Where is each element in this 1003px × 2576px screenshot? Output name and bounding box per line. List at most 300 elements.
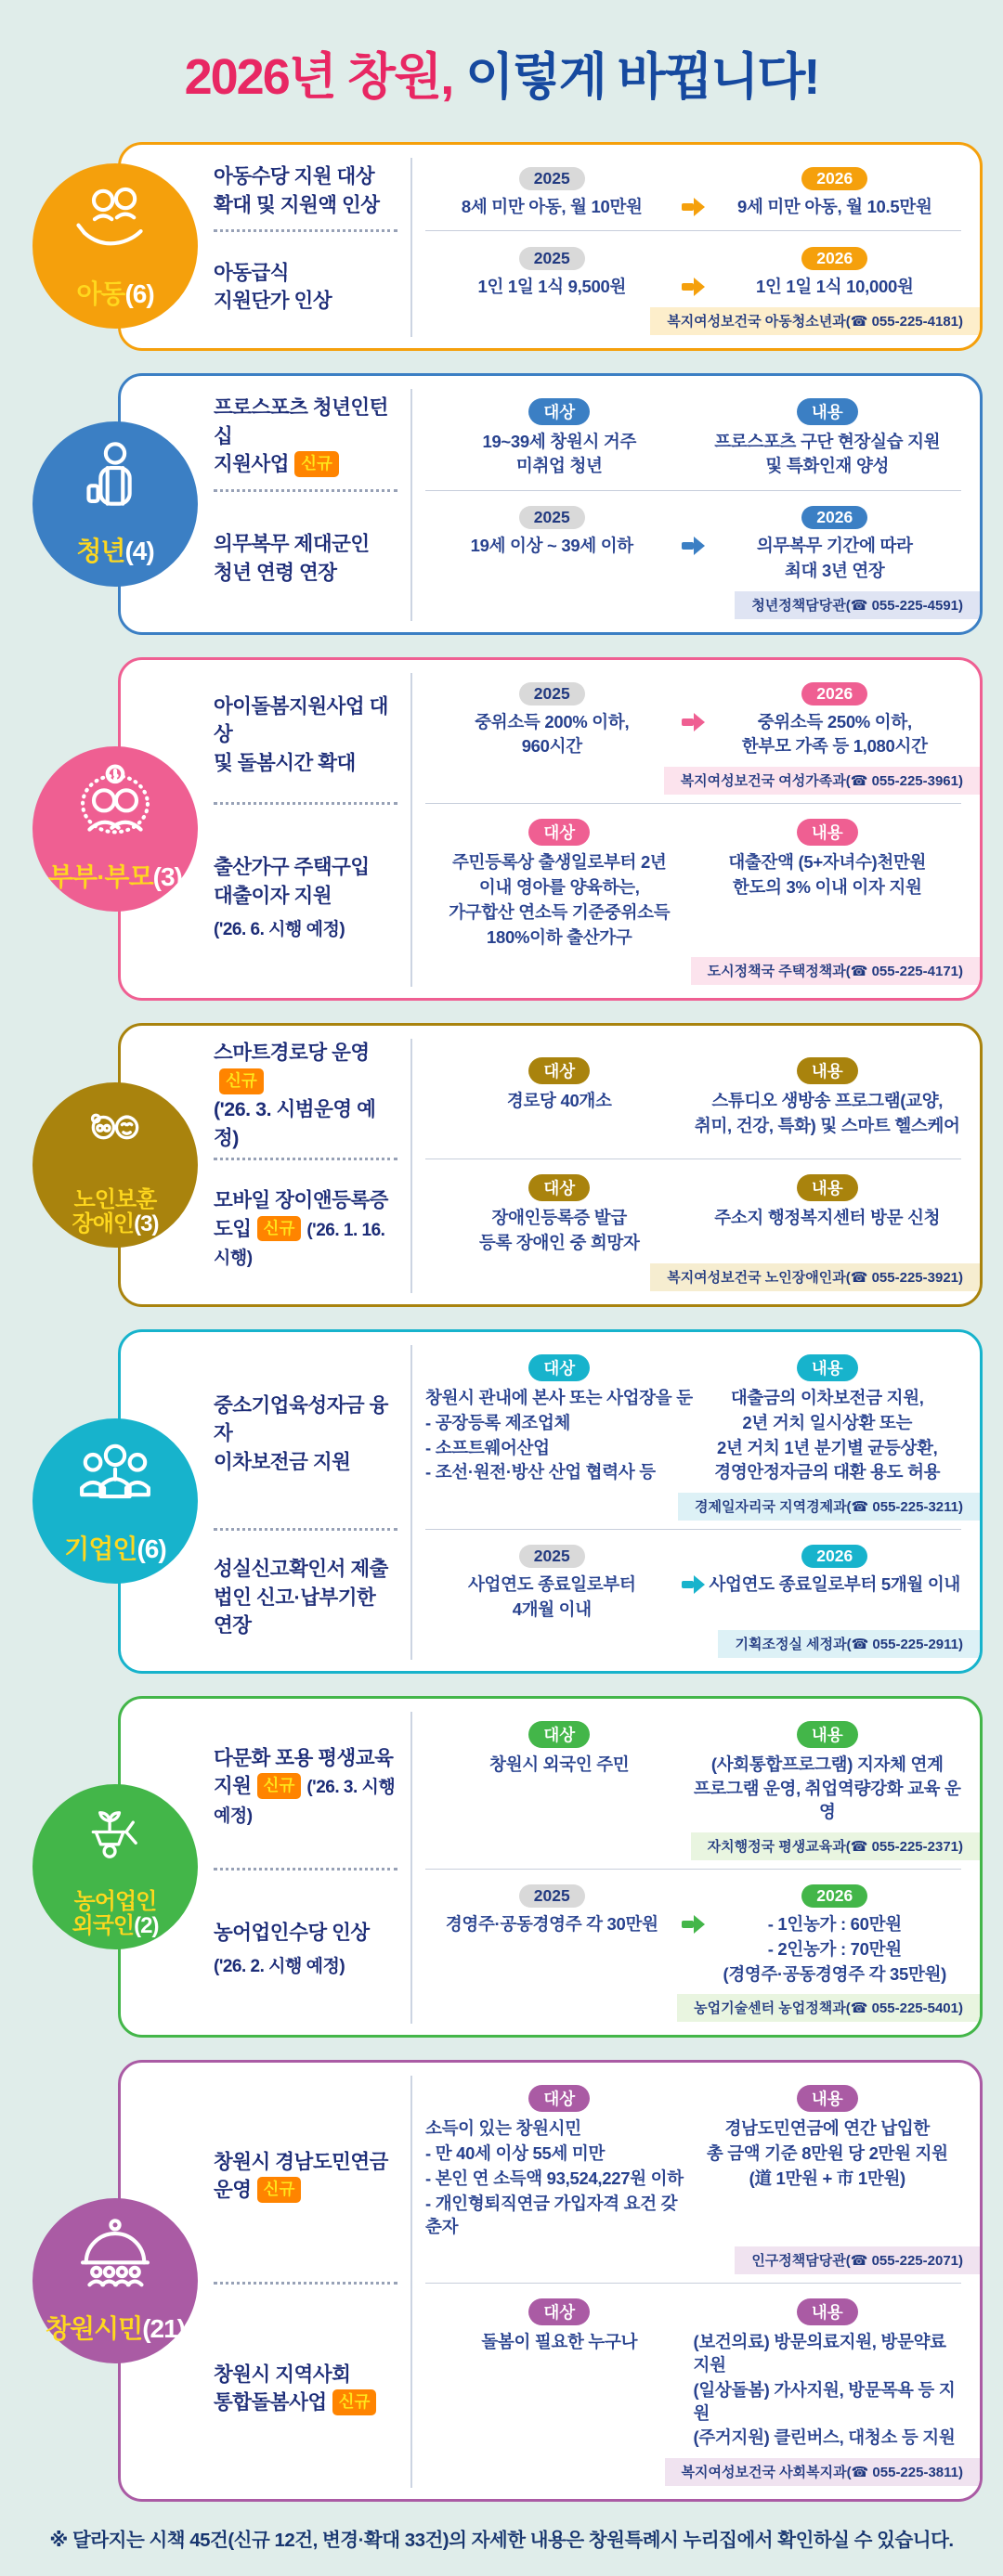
detail-cell-right — [694, 2298, 962, 2450]
policy-title-text: ('26. 6. 시행 예정) — [214, 920, 345, 940]
detail-line: 경영안정자금의 대환 용도 허용 — [714, 1462, 941, 1482]
detail-line: 소득이 있는 창원시민 — [425, 2118, 581, 2139]
detail-cell-left — [425, 1057, 694, 1113]
policy-title-column — [214, 2289, 410, 2488]
policy-title-line — [214, 162, 397, 191]
policy-title — [214, 2148, 397, 2205]
row-separator — [214, 1522, 965, 1535]
new-badge: 신규 — [257, 1216, 302, 1242]
category-name: 부부·부모 — [48, 861, 153, 891]
section-business — [64, 1329, 983, 1674]
department-contact: 복지여성보건국 아동청소년과(☎ 055-225-4181) — [650, 307, 980, 335]
dotted-divider — [214, 802, 397, 805]
section-card — [118, 1696, 983, 2039]
policy-title-line — [214, 450, 397, 479]
section-card — [118, 142, 983, 351]
policy-title-line — [214, 1772, 397, 1830]
farm-wheelbarrow-icon — [81, 1799, 150, 1868]
policy-title-text: 지원 — [214, 1775, 252, 1798]
policy-detail-column — [410, 809, 965, 987]
policy-title-column — [214, 1875, 410, 2024]
dotted-divider — [214, 489, 397, 492]
detail-line: 경로당 40개소 — [506, 1091, 612, 1111]
elderly-couple-icon — [81, 1097, 150, 1166]
detail-cell-left — [425, 506, 679, 558]
row-separator — [214, 1862, 965, 1875]
detail-cells — [412, 811, 965, 952]
detail-line: 및 특화인재 양성 — [765, 456, 890, 476]
detail-line: - 2인농가 : 70만원 — [767, 1938, 902, 1959]
policy-title-line — [214, 2388, 397, 2417]
policy-title — [214, 853, 397, 943]
row-separator — [214, 1152, 965, 1165]
policy-title-column — [214, 1345, 410, 1522]
category-label-line — [33, 1890, 198, 1914]
pill-2025: 2025 — [519, 506, 585, 529]
arrow-right-icon — [679, 713, 709, 731]
policy-title-text: 농어업인수당 인상 — [214, 1921, 370, 1944]
department-contact: 복지여성보건국 여성가족과(☎ 055-225-3961) — [664, 767, 980, 795]
footer-note: ※ 달라지는 시책 45건(신규 12건, 변경·확대 33건)의 자세한 내용은 창원특례시 누리집에서 확인하실 수 있습니다. — [49, 2530, 954, 2552]
section-youth — [76, 373, 983, 635]
category-count: (3) — [152, 861, 182, 891]
policy-title-line — [214, 1919, 397, 1948]
category-badge — [33, 2198, 198, 2363]
divider-wrap — [410, 484, 965, 497]
category-label-line — [33, 280, 198, 308]
pill-target: 대상 — [528, 1057, 590, 1084]
detail-cell-left — [425, 247, 679, 299]
detail-line: 한도의 3% 이내 이자 지원 — [732, 877, 922, 898]
policy-title-column — [214, 673, 410, 797]
page-title — [0, 37, 1003, 109]
new-badge: 신규 — [257, 1773, 302, 1799]
row-separator — [214, 2276, 965, 2289]
policy-detail-column — [410, 2076, 965, 2276]
category-label-line — [33, 1535, 198, 1563]
dotted-divider — [214, 229, 397, 232]
pill-2025: 2025 — [519, 1884, 585, 1908]
policy-title-text: ('26. 2. 시행 예정) — [214, 1957, 345, 1977]
detail-line: - 개인형퇴직연금 가입자격 요건 갖춘자 — [425, 2193, 678, 2236]
category-label — [33, 1188, 198, 1236]
detail-line: (보건의료) 방문의료지원, 방문약료지원 — [693, 2332, 946, 2375]
solid-divider — [425, 490, 961, 491]
policy-row — [214, 809, 965, 987]
policy-title-text: 아동급식 — [214, 261, 290, 284]
policy-title-line — [214, 918, 397, 943]
citizens-community-icon — [72, 2213, 158, 2298]
policy-title-line — [214, 1095, 397, 1152]
pill-2025: 2025 — [519, 682, 585, 705]
solid-divider — [425, 2283, 961, 2284]
policy-detail-column — [410, 1039, 965, 1152]
policy-detail-column — [410, 1165, 965, 1293]
section-farmers-foreigners — [72, 1696, 983, 2039]
new-badge: 신규 — [294, 451, 339, 477]
category-label-line — [33, 1188, 198, 1212]
policy-title-text: 다문화 포용 평생교육 — [214, 1746, 394, 1769]
category-count: (6) — [124, 279, 154, 309]
detail-cell-left — [425, 1174, 694, 1255]
policy-title — [214, 1039, 397, 1152]
policy-title-note: ('26. 1. 16. 시행) — [214, 1220, 385, 1269]
department-contact: 인구정책담당관(☎ 055-225-2071) — [735, 2246, 980, 2274]
policy-title-text: 스마트경로당 운영 — [214, 1042, 370, 1065]
pill-2025: 2025 — [519, 1545, 585, 1568]
category-badge — [33, 163, 198, 329]
arrow-right-icon — [679, 1915, 709, 1934]
policy-title-text: 창원시 지역사회 — [214, 2362, 351, 2386]
policy-detail-column — [410, 497, 965, 621]
category-label — [33, 863, 198, 891]
row-separator — [214, 796, 965, 809]
detail-cells — [412, 239, 965, 303]
category-count: (21) — [142, 2314, 185, 2344]
dotted-divider — [214, 2282, 397, 2285]
department-contact: 복지여성보건국 노인장애인과(☎ 055-225-3921) — [650, 1263, 980, 1291]
detail-line: 사업연도 종료일로부터 5개월 이내 — [709, 1574, 960, 1595]
section-card — [118, 373, 983, 635]
detail-cell-right — [694, 1721, 962, 1824]
detail-cells — [412, 160, 965, 223]
detail-cell-right — [694, 1057, 962, 1138]
department-contact: 청년정책담당관(☎ 055-225-4591) — [735, 591, 980, 619]
detail-line: 취미, 건강, 특화) 및 스마트 헬스케어 — [694, 1115, 960, 1135]
policy-title-text: 중소기업육성자금 융자 — [214, 1393, 388, 1445]
pill-2026: 2026 — [801, 167, 867, 190]
parents-couple-icon — [72, 761, 158, 847]
department-contact: 농업기술센터 농업정책과(☎ 055-225-5401) — [677, 1994, 980, 2022]
business-people-icon — [72, 1433, 158, 1519]
policy-title-text: 이차보전금 지원 — [214, 1450, 351, 1473]
divider-wrap — [410, 225, 965, 238]
policy-title-column — [214, 1712, 410, 1862]
detail-cells — [412, 1167, 965, 1259]
category-count: (2) — [134, 1913, 159, 1939]
policy-detail-column — [410, 2289, 965, 2488]
policy-title-column — [214, 238, 410, 337]
detail-line: 프로그램 운영, 취업역량강화 교육 운영 — [693, 1779, 961, 1822]
category-label-line — [33, 1212, 198, 1236]
pill-content: 내용 — [797, 2298, 858, 2325]
dotted-divider — [214, 1528, 397, 1531]
policy-title-line — [214, 853, 397, 882]
detail-cell-right — [694, 398, 962, 479]
category-name: 청년 — [76, 537, 125, 566]
arrow-right-icon — [679, 1575, 709, 1594]
divider-wrap — [410, 796, 965, 809]
detail-line: 가구합산 연소득 기준중위소득 — [449, 901, 671, 922]
policy-title — [214, 1392, 397, 1477]
policy-title — [214, 394, 397, 479]
pill-2025: 2025 — [519, 247, 585, 270]
detail-line: 총 금액 기준 8만원 당 2만원 지원 — [706, 2143, 948, 2164]
policy-row — [214, 1345, 965, 1522]
policy-title-text: 확대 및 지원액 인상 — [214, 193, 380, 216]
department-contact: 기획조정실 세정과(☎ 055-225-2911) — [718, 1630, 980, 1658]
policy-title-text: 지원단가 인상 — [214, 290, 332, 313]
detail-cell-left — [425, 1884, 679, 1936]
policy-row — [214, 1535, 965, 1660]
policy-row — [214, 389, 965, 485]
category-name: 창원시민 — [46, 2314, 143, 2344]
detail-line: 중위소득 200% 이하, — [475, 711, 630, 731]
policy-title-text: 청년 연령 연장 — [214, 561, 337, 584]
pill-content: 내용 — [797, 1721, 858, 1748]
title-part-pink: 2026년 창원, — [184, 49, 453, 105]
policy-title-column — [214, 389, 410, 485]
policy-row — [214, 497, 965, 621]
section-seniors-disabled — [72, 1023, 983, 1307]
detail-line: 돌봄이 필요한 누구나 — [481, 2332, 638, 2352]
policy-title-line — [214, 1448, 397, 1477]
detail-line: - 만 40세 이상 55세 미만 — [425, 2143, 606, 2164]
detail-cells — [412, 2078, 965, 2242]
pill-content: 내용 — [797, 1057, 858, 1084]
policy-title-text: 지원사업 — [214, 453, 290, 476]
detail-cell-right — [709, 167, 962, 219]
detail-cell-left — [425, 1545, 679, 1622]
policy-title-text: 운영 — [214, 2179, 252, 2202]
section-card — [118, 657, 983, 1002]
policy-row — [214, 238, 965, 337]
policy-title-line — [214, 1392, 397, 1448]
detail-line: 창원시 관내에 본사 또는 사업장을 둔 — [425, 1388, 693, 1407]
policy-detail-column — [410, 673, 965, 797]
detail-line: 미취업 청년 — [515, 456, 603, 476]
solid-divider — [425, 1869, 961, 1870]
new-badge: 신규 — [332, 2389, 377, 2415]
policy-title-text: 법인 신고·납부기한 연장 — [214, 1586, 376, 1638]
policy-title-line — [214, 1955, 397, 1980]
policy-title-line — [214, 1555, 397, 1584]
policy-title-line — [214, 191, 397, 220]
row-separator — [214, 225, 965, 238]
detail-line: 8세 미만 아동, 월 10만원 — [461, 197, 643, 216]
category-count: (3) — [134, 1211, 159, 1237]
new-badge: 신규 — [257, 2177, 302, 2203]
detail-line: 의무복무 기간에 따라 — [756, 536, 913, 556]
category-count: (6) — [137, 1534, 166, 1564]
pill-2026: 2026 — [801, 1545, 867, 1568]
policy-detail-column — [410, 1712, 965, 1862]
policy-title — [214, 1919, 397, 1980]
department-contact: 경제일자리국 지역경제과(☎ 055-225-3211) — [678, 1493, 980, 1521]
detail-line: 등록 장애인 중 희망자 — [478, 1233, 640, 1253]
policy-title-text: 및 돌봄시간 확대 — [214, 751, 356, 774]
new-badge: 신규 — [219, 1068, 264, 1094]
policy-detail-column — [410, 1875, 965, 2024]
policy-detail-column — [410, 1345, 965, 1522]
pill-target: 대상 — [528, 1174, 590, 1201]
policy-title-text: 도입 — [214, 1217, 252, 1240]
policy-title-column — [214, 809, 410, 987]
policy-title-line — [214, 693, 397, 749]
arrow-right-icon — [679, 278, 709, 296]
category-name: 장애인 — [72, 1211, 135, 1237]
detail-cells — [412, 1714, 965, 1828]
policy-title-text: 성실신고확인서 제출 — [214, 1558, 388, 1581]
policy-title-text: 아이돌봄지원사업 대상 — [214, 694, 388, 746]
row-separator — [214, 484, 965, 497]
detail-cell-right — [709, 506, 962, 583]
policy-title-text: 대출이자 지원 — [214, 884, 332, 907]
category-count: (4) — [124, 537, 154, 566]
policy-title-line — [214, 530, 397, 559]
policy-title — [214, 693, 397, 778]
policy-title-column — [214, 1535, 410, 1660]
category-name: 노인보훈 — [73, 1187, 157, 1213]
pill-target: 대상 — [528, 2298, 590, 2325]
policy-row — [214, 673, 965, 797]
detail-cell-right — [709, 682, 962, 759]
policy-row — [214, 158, 965, 225]
policy-row — [214, 1875, 965, 2024]
policy-title-text: 창원시 경남도민연금 — [214, 2150, 388, 2173]
pill-2026: 2026 — [801, 506, 867, 529]
detail-cell-left — [425, 682, 679, 759]
policy-title-line — [214, 1039, 397, 1095]
category-badge — [33, 746, 198, 912]
policy-title — [214, 1186, 397, 1272]
detail-cell-right — [694, 1174, 962, 1230]
pill-target: 대상 — [528, 1721, 590, 1748]
pill-target: 대상 — [528, 398, 590, 425]
pill-content: 내용 — [797, 1354, 858, 1381]
pill-target: 대상 — [528, 819, 590, 846]
detail-cells — [412, 1537, 965, 1625]
pill-2026: 2026 — [801, 1884, 867, 1908]
detail-line: - 본인 연 소득액 93,524,227원 이하 — [425, 2168, 684, 2188]
detail-line: (道 1만원 + 市 1만원) — [749, 2168, 905, 2188]
detail-cell-right — [709, 1884, 962, 1986]
detail-line: 1인 1일 1식 10,000원 — [755, 276, 914, 296]
category-name: 아동 — [76, 279, 125, 309]
pill-2025: 2025 — [519, 167, 585, 190]
category-name: 기업인 — [64, 1534, 137, 1564]
detail-cells — [412, 675, 965, 763]
category-badge — [33, 421, 198, 587]
pill-content: 내용 — [797, 2085, 858, 2112]
policy-title-column — [214, 1039, 410, 1152]
detail-cell-right — [709, 1545, 962, 1597]
category-badge — [33, 1418, 198, 1584]
detail-line: 경남도민연금에 연간 납입한 — [724, 2118, 931, 2139]
policy-title — [214, 162, 397, 219]
detail-cells — [412, 1877, 965, 1989]
detail-cell-left — [425, 167, 679, 219]
arrow-right-icon — [679, 198, 709, 216]
policy-detail-column — [410, 238, 965, 337]
detail-line: 중위소득 250% 이하, — [757, 711, 912, 731]
pill-2026: 2026 — [801, 682, 867, 705]
dotted-divider — [214, 1868, 397, 1871]
category-name: 외국인 — [72, 1913, 135, 1939]
title-part-blue: 이렇게 바뀝니다! — [465, 49, 819, 105]
detail-line: 2년 거치 1년 분기별 균등상환, — [717, 1437, 938, 1457]
detail-cell-right — [694, 819, 962, 900]
dotted-divider — [214, 1158, 397, 1160]
policy-title-line — [214, 1584, 397, 1640]
pill-content: 내용 — [797, 398, 858, 425]
policy-title — [214, 1555, 397, 1640]
department-contact: 복지여성보건국 사회복지과(☎ 055-225-3811) — [665, 2458, 980, 2486]
policy-title — [214, 2361, 397, 2417]
category-badge — [33, 1784, 198, 1949]
policy-title-text: 모바일 장이앤등록증 — [214, 1188, 388, 1211]
detail-line: 최대 3년 연장 — [784, 560, 885, 580]
pill-content: 내용 — [797, 819, 858, 846]
policy-title-column — [214, 1165, 410, 1293]
department-contact: 자치행정국 평생교육과(☎ 055-225-2371) — [691, 1832, 980, 1860]
detail-cells — [412, 1050, 965, 1142]
detail-cells — [412, 498, 965, 587]
category-label-line — [33, 2315, 198, 2343]
policy-title-line — [214, 287, 397, 316]
detail-cell-right — [709, 247, 962, 299]
youth-backpack-icon — [72, 436, 158, 522]
detail-line: 대출금의 이차보전금 지원, — [730, 1388, 924, 1407]
policy-row — [214, 1039, 965, 1152]
policy-title-line — [214, 2148, 397, 2177]
divider-wrap — [410, 1152, 965, 1165]
detail-cells — [412, 391, 965, 483]
department-contact: 도시정책국 주택정책과(☎ 055-225-4171) — [691, 957, 980, 985]
category-label — [33, 2315, 198, 2343]
category-label-line — [33, 1914, 198, 1938]
detail-cell-left — [425, 819, 694, 949]
section-parents — [48, 657, 983, 1002]
detail-line: 대출잔액 (5+자녀수)천만원 — [728, 852, 927, 873]
detail-line: 프로스포츠 구단 현장실습 지원 — [714, 431, 941, 451]
detail-cell-left — [425, 1354, 694, 1484]
policy-title — [214, 530, 397, 587]
policy-title — [214, 1744, 397, 1830]
policy-title-note: ('26. 3. 시행 예정) — [214, 1778, 396, 1827]
policy-detail-column — [410, 158, 965, 225]
divider-wrap — [410, 1522, 965, 1535]
divider-wrap — [410, 1862, 965, 1875]
detail-line: (사회통합프로그램) 지자체 연계 — [710, 1754, 944, 1774]
policy-title-line — [214, 1744, 397, 1773]
detail-line: - 조선·원전·방산 산업 협력사 등 — [425, 1462, 656, 1482]
policy-title — [214, 259, 397, 316]
policy-title-text: 통합돌봄사업 — [214, 2391, 327, 2414]
policy-title-line — [214, 259, 397, 288]
detail-line: 1인 1일 1식 9,500원 — [477, 276, 627, 296]
policy-title-column — [214, 2076, 410, 2276]
section-card — [118, 1023, 983, 1307]
category-label — [33, 1890, 198, 1938]
section-card — [118, 2060, 983, 2502]
detail-line: 주소지 행정복지센터 방문 신청 — [714, 1208, 941, 1228]
policy-title-line — [214, 2176, 397, 2205]
policy-detail-column — [410, 1535, 965, 1660]
detail-cell-right — [694, 1354, 962, 1484]
detail-line: 19~39세 창원시 거주 — [482, 431, 637, 451]
policy-title-text: 프로스포츠 청년인턴십 — [214, 396, 388, 447]
section-card — [118, 1329, 983, 1674]
children-support-icon — [72, 178, 158, 264]
policy-row — [214, 1165, 965, 1293]
category-label-line — [33, 537, 198, 565]
sections-container — [0, 142, 1003, 2502]
section-children — [76, 142, 983, 351]
policy-title-text: 아동수당 지원 대상 — [214, 165, 375, 188]
policy-title-text: 출산가구 주택구입 — [214, 856, 370, 879]
category-label-line — [33, 863, 198, 891]
